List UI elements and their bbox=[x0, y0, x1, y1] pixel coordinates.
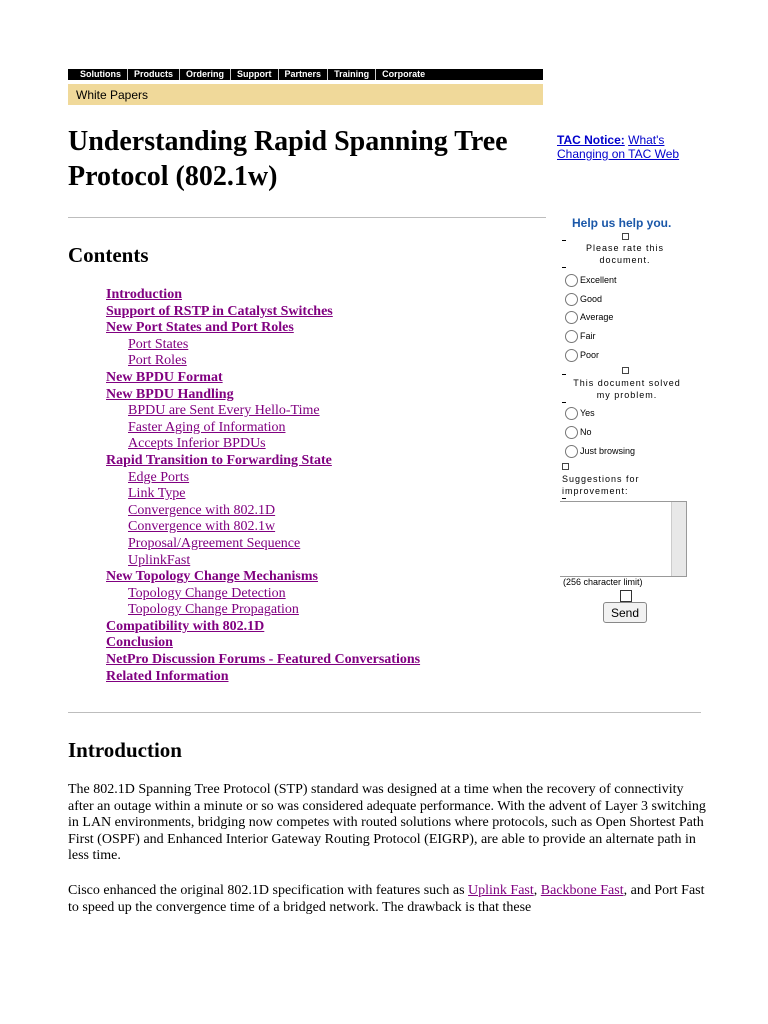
toc-link[interactable]: BPDU are Sent Every Hello-Time bbox=[128, 403, 320, 419]
nav-ordering[interactable]: Ordering bbox=[180, 69, 231, 80]
toc-link[interactable]: Edge Ports bbox=[128, 469, 190, 485]
radio-button[interactable] bbox=[565, 445, 578, 458]
tick-mark-icon bbox=[562, 402, 566, 403]
toc-link[interactable]: Proposal/Agreement Sequence bbox=[128, 535, 301, 551]
toc-link[interactable]: Rapid Transition to Forwarding State bbox=[106, 452, 332, 468]
suggestions-textarea[interactable] bbox=[560, 501, 687, 577]
tac-notice bbox=[557, 133, 717, 161]
toc-link[interactable]: Port States bbox=[128, 336, 189, 352]
table-of-contents bbox=[106, 287, 420, 685]
backbone-fast-link[interactable]: Backbone Fast bbox=[540, 883, 624, 898]
toc-link[interactable]: New BPDU Handling bbox=[106, 386, 234, 402]
tick-mark-icon bbox=[562, 498, 566, 499]
rating-average[interactable]: Average bbox=[565, 309, 613, 325]
radio-button[interactable] bbox=[565, 293, 578, 306]
toc-link[interactable]: Topology Change Propagation bbox=[128, 602, 299, 618]
radio-button[interactable] bbox=[565, 311, 578, 324]
toc-link[interactable]: Convergence with 802.1w bbox=[128, 519, 276, 535]
tick-mark-icon bbox=[562, 374, 566, 375]
divider-middle bbox=[68, 712, 701, 713]
toc-link[interactable]: Conclusion bbox=[106, 635, 173, 651]
intro-paragraph-1: The 802.1D Spanning Tree Protocol (STP) standard was designed at a time when the recovery of connectivity after an outage within a minute or so was considered adequate performance. With the advent of Layer 3 switching in LAN environments, bridging now competes with routed solutions where protocols, such as Open Shortest Path First (OSPF) and Enhanced Interior Gateway Routing Protocol (EIGRP), are able to provide an alternate path in less time. bbox=[68, 782, 706, 864]
tick-mark-icon bbox=[562, 267, 566, 268]
section-bar: White Papers bbox=[68, 84, 543, 105]
top-nav bbox=[68, 69, 543, 80]
send-button[interactable]: Send bbox=[603, 602, 647, 623]
spacer-box-icon bbox=[562, 463, 569, 470]
nav-corporate[interactable]: Corporate bbox=[382, 69, 426, 79]
toc-link[interactable]: New BPDU Format bbox=[106, 369, 223, 385]
nav-support[interactable]: Support bbox=[231, 69, 279, 80]
toc-link[interactable]: Compatibility with 802.1D bbox=[106, 618, 265, 634]
toc-link[interactable]: Port Roles bbox=[128, 353, 187, 369]
textarea-scrollbar[interactable] bbox=[671, 502, 686, 576]
introduction-heading: Introduction bbox=[68, 738, 182, 762]
spacer-box-icon bbox=[622, 233, 629, 240]
radio-button[interactable] bbox=[565, 330, 578, 343]
toc-link[interactable]: Related Information bbox=[106, 668, 229, 684]
nav-training[interactable]: Training bbox=[328, 69, 376, 80]
rating-fair[interactable]: Fair bbox=[565, 328, 596, 344]
toc-link[interactable]: Topology Change Detection bbox=[128, 585, 286, 601]
tac-notice-link[interactable]: What's Changing on TAC Web bbox=[557, 133, 680, 161]
toc-link[interactable]: New Topology Change Mechanisms bbox=[106, 569, 318, 585]
toc-link[interactable]: Accepts Inferior BPDUs bbox=[128, 436, 266, 452]
toc-link[interactable]: Support of RSTP in Catalyst Switches bbox=[106, 303, 333, 319]
page-title: Understanding Rapid Spanning Tree Protocol (802.1w) bbox=[68, 126, 508, 192]
intro-paragraph-2: Cisco enhanced the original 802.1D specification with features such as Uplink Fast, Backbone Fast, and Port Fast to speed up the convergence time of a bridged network. The drawback is that these bbox=[68, 883, 705, 915]
toc-link[interactable]: New Port States and Port Roles bbox=[106, 320, 294, 336]
divider-top bbox=[68, 217, 546, 218]
toc-link[interactable]: UplinkFast bbox=[128, 552, 191, 568]
suggestions-prompt: Suggestions for improvement: bbox=[562, 474, 640, 496]
tac-notice-label[interactable]: TAC Notice: bbox=[557, 133, 625, 147]
solved-no[interactable]: No bbox=[565, 424, 592, 440]
toc-link[interactable]: Faster Aging of Information bbox=[128, 419, 286, 435]
toc-link[interactable]: NetPro Discussion Forums - Featured Conversations bbox=[106, 652, 421, 668]
rate-prompt: Please rate this document. bbox=[585, 243, 665, 265]
rating-good[interactable]: Good bbox=[565, 291, 602, 307]
nav-partners[interactable]: Partners bbox=[279, 69, 329, 80]
rating-excellent[interactable]: Excellent bbox=[565, 272, 617, 288]
tick-mark-icon bbox=[562, 240, 566, 241]
spacer-box-icon bbox=[622, 367, 629, 374]
uplink-fast-link[interactable]: Uplink Fast bbox=[468, 883, 534, 898]
radio-button[interactable] bbox=[565, 407, 578, 420]
solved-yes[interactable]: Yes bbox=[565, 405, 595, 421]
solved-prompt: This document solved my problem. bbox=[573, 378, 681, 400]
feedback-title: Help us help you. bbox=[572, 216, 672, 230]
nav-solutions[interactable]: Solutions bbox=[68, 69, 128, 80]
nav-products[interactable]: Products bbox=[128, 69, 180, 80]
toc-link[interactable]: Introduction bbox=[106, 287, 182, 302]
radio-button[interactable] bbox=[565, 349, 578, 362]
feedback-checkbox[interactable] bbox=[620, 590, 632, 602]
toc-link[interactable]: Convergence with 802.1D bbox=[128, 502, 276, 518]
rating-poor[interactable]: Poor bbox=[565, 347, 599, 363]
radio-button[interactable] bbox=[565, 274, 578, 287]
toc-link[interactable]: Link Type bbox=[128, 486, 186, 502]
radio-button[interactable] bbox=[565, 426, 578, 439]
character-limit: (256 character limit) bbox=[563, 577, 643, 587]
solved-just-browsing[interactable]: Just browsing bbox=[565, 443, 635, 459]
contents-heading: Contents bbox=[68, 243, 149, 267]
